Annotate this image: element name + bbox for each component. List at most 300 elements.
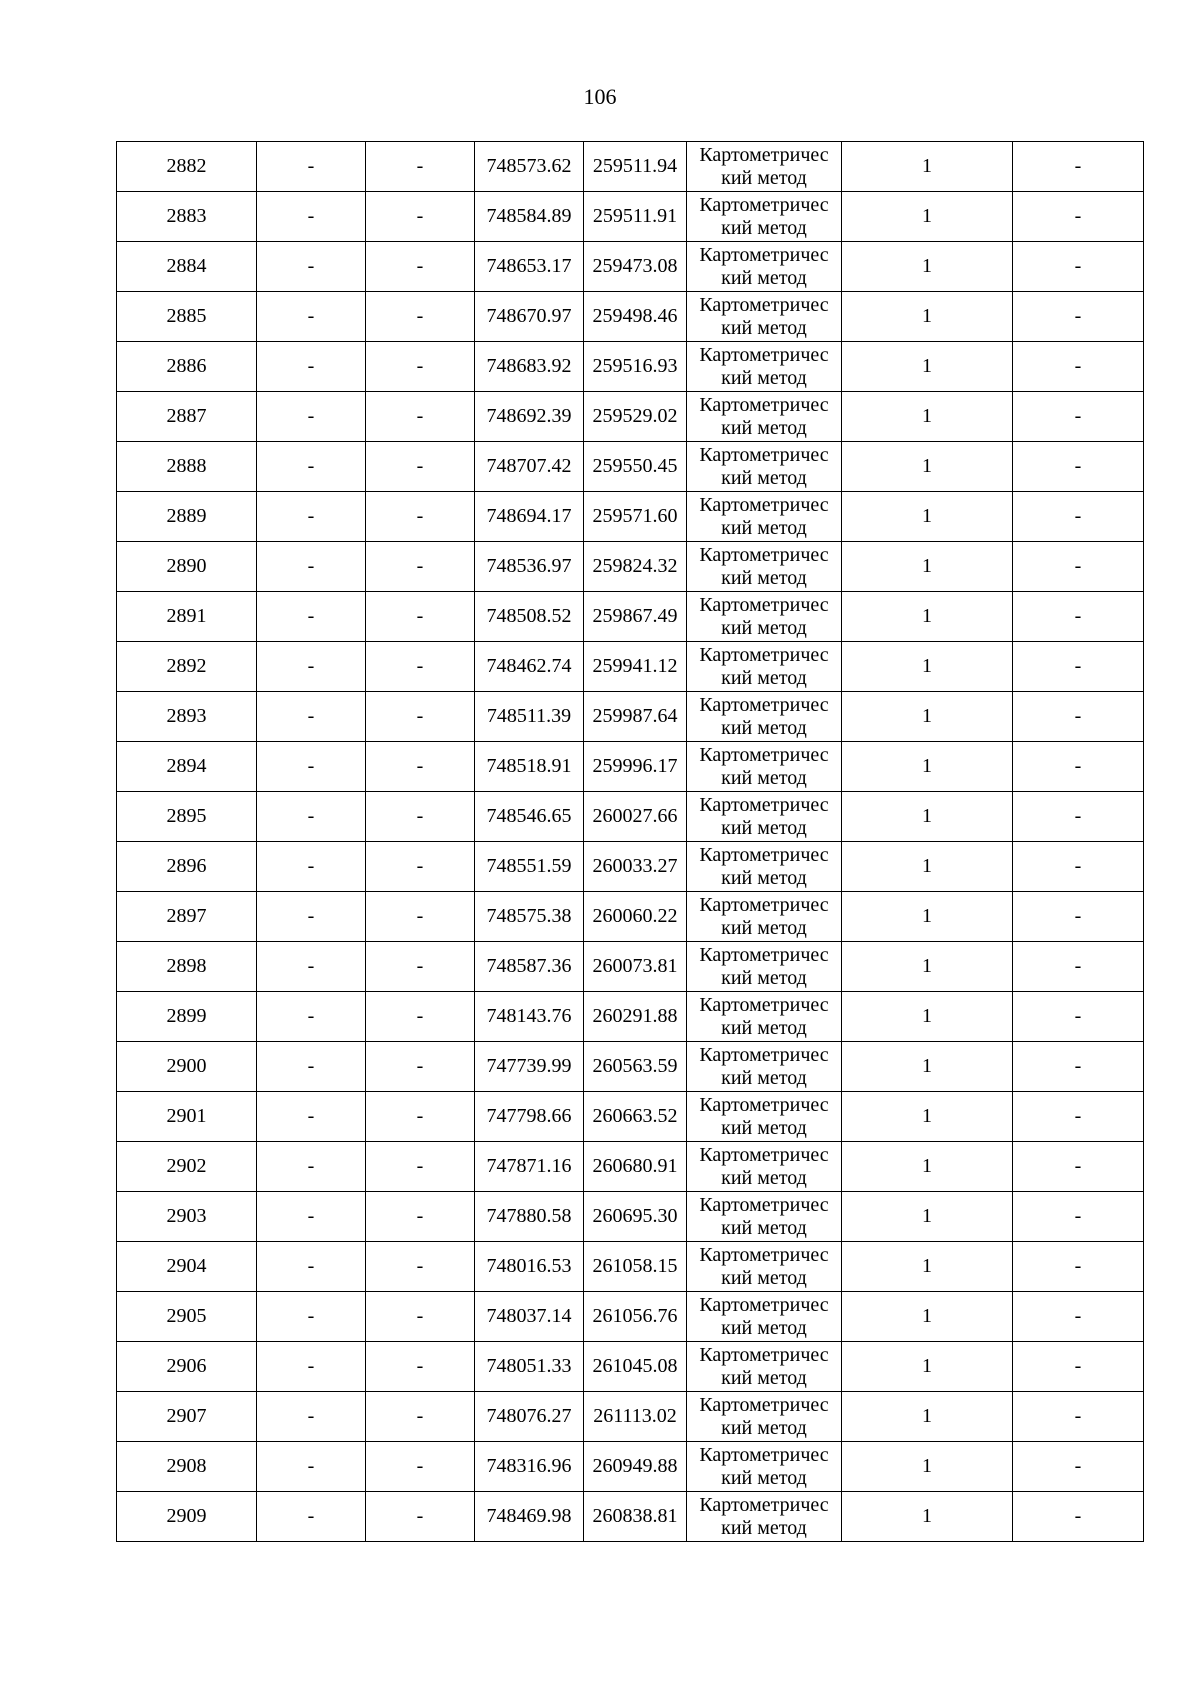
method-cell xyxy=(687,1492,842,1542)
method-cell xyxy=(687,942,842,992)
method-cell xyxy=(687,842,842,892)
table-row xyxy=(117,1442,1144,1492)
method-text-line-1: Картометричес xyxy=(699,443,829,466)
table-row xyxy=(117,1192,1144,1242)
table-row xyxy=(117,892,1144,942)
x-coordinate-cell: 748551.59 xyxy=(475,842,584,892)
x-coordinate-cell: 748584.89 xyxy=(475,192,584,242)
point-number-cell: 2896 xyxy=(117,842,257,892)
note-cell: - xyxy=(1013,242,1144,292)
accuracy-cell: 1 xyxy=(842,542,1013,592)
empty-cell-a: - xyxy=(257,592,366,642)
method-text-line-1: Картометричес xyxy=(699,1243,829,1266)
point-number-cell: 2908 xyxy=(117,1442,257,1492)
y-coordinate-cell: 260563.59 xyxy=(584,1042,687,1092)
page-number: 106 xyxy=(583,84,617,109)
accuracy-cell: 1 xyxy=(842,192,1013,242)
empty-cell-a: - xyxy=(257,542,366,592)
note-cell: - xyxy=(1013,142,1144,192)
x-coordinate-cell: 747798.66 xyxy=(475,1092,584,1142)
empty-cell-a: - xyxy=(257,742,366,792)
method-text-line-2: кий метод xyxy=(721,266,807,289)
empty-cell-b: - xyxy=(366,742,475,792)
empty-cell-a: - xyxy=(257,392,366,442)
method-cell xyxy=(687,1092,842,1142)
method-text-line-1: Картометричес xyxy=(699,793,829,816)
y-coordinate-cell: 260073.81 xyxy=(584,942,687,992)
empty-cell-a: - xyxy=(257,942,366,992)
note-cell: - xyxy=(1013,1142,1144,1192)
method-text-line-1: Картометричес xyxy=(699,843,829,866)
method-text-line-2: кий метод xyxy=(721,666,807,689)
table-row xyxy=(117,1342,1144,1392)
empty-cell-a: - xyxy=(257,192,366,242)
empty-cell-a: - xyxy=(257,692,366,742)
note-cell: - xyxy=(1013,392,1144,442)
table-row xyxy=(117,442,1144,492)
method-text-line-2: кий метод xyxy=(721,966,807,989)
method-text-line-2: кий метод xyxy=(721,816,807,839)
x-coordinate-cell: 748692.39 xyxy=(475,392,584,442)
accuracy-cell: 1 xyxy=(842,1042,1013,1092)
method-text-line-2: кий метод xyxy=(721,516,807,539)
empty-cell-b: - xyxy=(366,242,475,292)
y-coordinate-cell: 259498.46 xyxy=(584,292,687,342)
method-text-line-1: Картометричес xyxy=(699,143,829,166)
empty-cell-a: - xyxy=(257,1142,366,1192)
empty-cell-a: - xyxy=(257,1292,366,1342)
empty-cell-b: - xyxy=(366,792,475,842)
note-cell: - xyxy=(1013,992,1144,1042)
y-coordinate-cell: 259511.91 xyxy=(584,192,687,242)
method-text-line-2: кий метод xyxy=(721,1466,807,1489)
x-coordinate-cell: 747739.99 xyxy=(475,1042,584,1092)
y-coordinate-cell: 259824.32 xyxy=(584,542,687,592)
x-coordinate-cell: 748143.76 xyxy=(475,992,584,1042)
table-row xyxy=(117,342,1144,392)
y-coordinate-cell: 259511.94 xyxy=(584,142,687,192)
x-coordinate-cell: 748536.97 xyxy=(475,542,584,592)
method-text-line-2: кий метод xyxy=(721,916,807,939)
method-cell xyxy=(687,692,842,742)
table-row xyxy=(117,642,1144,692)
table-row xyxy=(117,542,1144,592)
accuracy-cell: 1 xyxy=(842,692,1013,742)
point-number-cell: 2902 xyxy=(117,1142,257,1192)
empty-cell-b: - xyxy=(366,292,475,342)
method-text-line-2: кий метод xyxy=(721,1516,807,1539)
empty-cell-b: - xyxy=(366,1142,475,1192)
table-row xyxy=(117,292,1144,342)
accuracy-cell: 1 xyxy=(842,642,1013,692)
method-text-line-2: кий метод xyxy=(721,566,807,589)
accuracy-cell: 1 xyxy=(842,1142,1013,1192)
x-coordinate-cell: 748694.17 xyxy=(475,492,584,542)
method-text-line-2: кий метод xyxy=(721,1216,807,1239)
x-coordinate-cell: 747880.58 xyxy=(475,1192,584,1242)
accuracy-cell: 1 xyxy=(842,1342,1013,1392)
table-row xyxy=(117,592,1144,642)
x-coordinate-cell: 748707.42 xyxy=(475,442,584,492)
method-text-line-2: кий метод xyxy=(721,1116,807,1139)
accuracy-cell: 1 xyxy=(842,142,1013,192)
empty-cell-a: - xyxy=(257,992,366,1042)
method-text-line-1: Картометричес xyxy=(699,943,829,966)
x-coordinate-cell: 748575.38 xyxy=(475,892,584,942)
method-text-line-2: кий метод xyxy=(721,1016,807,1039)
method-cell xyxy=(687,442,842,492)
method-text-line-1: Картометричес xyxy=(699,293,829,316)
y-coordinate-cell: 259529.02 xyxy=(584,392,687,442)
accuracy-cell: 1 xyxy=(842,492,1013,542)
method-text-line-1: Картометричес xyxy=(699,1143,829,1166)
table-row xyxy=(117,492,1144,542)
point-number-cell: 2892 xyxy=(117,642,257,692)
method-cell xyxy=(687,1142,842,1192)
y-coordinate-cell: 260060.22 xyxy=(584,892,687,942)
method-cell xyxy=(687,242,842,292)
y-coordinate-cell: 260033.27 xyxy=(584,842,687,892)
note-cell: - xyxy=(1013,592,1144,642)
empty-cell-b: - xyxy=(366,642,475,692)
accuracy-cell: 1 xyxy=(842,842,1013,892)
method-text-line-1: Картометричес xyxy=(699,693,829,716)
method-text-line-2: кий метод xyxy=(721,1316,807,1339)
accuracy-cell: 1 xyxy=(842,1442,1013,1492)
method-text-line-1: Картометричес xyxy=(699,1043,829,1066)
note-cell: - xyxy=(1013,1442,1144,1492)
point-number-cell: 2894 xyxy=(117,742,257,792)
table-row xyxy=(117,1042,1144,1092)
empty-cell-b: - xyxy=(366,192,475,242)
method-text-line-2: кий метод xyxy=(721,316,807,339)
table-row xyxy=(117,1092,1144,1142)
method-cell xyxy=(687,392,842,442)
method-cell xyxy=(687,292,842,342)
table-row xyxy=(117,942,1144,992)
table-row xyxy=(117,1142,1144,1192)
x-coordinate-cell: 748587.36 xyxy=(475,942,584,992)
point-number-cell: 2906 xyxy=(117,1342,257,1392)
empty-cell-a: - xyxy=(257,642,366,692)
x-coordinate-cell: 748518.91 xyxy=(475,742,584,792)
empty-cell-a: - xyxy=(257,1192,366,1242)
method-cell xyxy=(687,1442,842,1492)
method-cell xyxy=(687,1042,842,1092)
empty-cell-b: - xyxy=(366,892,475,942)
note-cell: - xyxy=(1013,292,1144,342)
point-number-cell: 2904 xyxy=(117,1242,257,1292)
empty-cell-a: - xyxy=(257,292,366,342)
method-text-line-1: Картометричес xyxy=(699,643,829,666)
note-cell: - xyxy=(1013,1292,1144,1342)
accuracy-cell: 1 xyxy=(842,892,1013,942)
method-cell xyxy=(687,742,842,792)
note-cell: - xyxy=(1013,1492,1144,1542)
point-number-cell: 2887 xyxy=(117,392,257,442)
table-row xyxy=(117,392,1144,442)
y-coordinate-cell: 260027.66 xyxy=(584,792,687,842)
point-number-cell: 2893 xyxy=(117,692,257,742)
y-coordinate-cell: 261058.15 xyxy=(584,1242,687,1292)
table-row xyxy=(117,692,1144,742)
method-text-line-1: Картометричес xyxy=(699,343,829,366)
note-cell: - xyxy=(1013,192,1144,242)
empty-cell-a: - xyxy=(257,142,366,192)
method-text-line-2: кий метод xyxy=(721,166,807,189)
method-text-line-2: кий метод xyxy=(721,216,807,239)
x-coordinate-cell: 748076.27 xyxy=(475,1392,584,1442)
empty-cell-a: - xyxy=(257,242,366,292)
method-text-line-1: Картометричес xyxy=(699,493,829,516)
method-text-line-1: Картометричес xyxy=(699,743,829,766)
y-coordinate-cell: 259571.60 xyxy=(584,492,687,542)
empty-cell-a: - xyxy=(257,792,366,842)
empty-cell-a: - xyxy=(257,342,366,392)
accuracy-cell: 1 xyxy=(842,592,1013,642)
method-text-line-2: кий метод xyxy=(721,466,807,489)
point-number-cell: 2903 xyxy=(117,1192,257,1242)
y-coordinate-cell: 260838.81 xyxy=(584,1492,687,1542)
method-cell xyxy=(687,642,842,692)
note-cell: - xyxy=(1013,692,1144,742)
empty-cell-b: - xyxy=(366,1092,475,1142)
point-number-cell: 2890 xyxy=(117,542,257,592)
method-cell xyxy=(687,542,842,592)
empty-cell-b: - xyxy=(366,492,475,542)
empty-cell-b: - xyxy=(366,1342,475,1392)
empty-cell-b: - xyxy=(366,392,475,442)
method-text-line-1: Картометричес xyxy=(699,393,829,416)
note-cell: - xyxy=(1013,342,1144,392)
method-text-line-1: Картометричес xyxy=(699,543,829,566)
accuracy-cell: 1 xyxy=(842,242,1013,292)
empty-cell-b: - xyxy=(366,1292,475,1342)
y-coordinate-cell: 260291.88 xyxy=(584,992,687,1042)
note-cell: - xyxy=(1013,1392,1144,1442)
empty-cell-a: - xyxy=(257,492,366,542)
empty-cell-a: - xyxy=(257,842,366,892)
point-number-cell: 2899 xyxy=(117,992,257,1042)
empty-cell-b: - xyxy=(366,542,475,592)
table-row xyxy=(117,992,1144,1042)
point-number-cell: 2897 xyxy=(117,892,257,942)
point-number-cell: 2883 xyxy=(117,192,257,242)
note-cell: - xyxy=(1013,492,1144,542)
method-text-line-1: Картометричес xyxy=(699,1343,829,1366)
note-cell: - xyxy=(1013,1192,1144,1242)
empty-cell-b: - xyxy=(366,692,475,742)
accuracy-cell: 1 xyxy=(842,1242,1013,1292)
accuracy-cell: 1 xyxy=(842,292,1013,342)
empty-cell-b: - xyxy=(366,592,475,642)
coordinates-table xyxy=(116,141,1144,1542)
method-cell xyxy=(687,142,842,192)
note-cell: - xyxy=(1013,742,1144,792)
accuracy-cell: 1 xyxy=(842,792,1013,842)
x-coordinate-cell: 748511.39 xyxy=(475,692,584,742)
point-number-cell: 2907 xyxy=(117,1392,257,1442)
table-row xyxy=(117,242,1144,292)
y-coordinate-cell: 259987.64 xyxy=(584,692,687,742)
x-coordinate-cell: 748016.53 xyxy=(475,1242,584,1292)
method-text-line-2: кий метод xyxy=(721,1416,807,1439)
point-number-cell: 2900 xyxy=(117,1042,257,1092)
x-coordinate-cell: 748462.74 xyxy=(475,642,584,692)
x-coordinate-cell: 748316.96 xyxy=(475,1442,584,1492)
table-row xyxy=(117,1242,1144,1292)
y-coordinate-cell: 259996.17 xyxy=(584,742,687,792)
empty-cell-a: - xyxy=(257,1092,366,1142)
point-number-cell: 2882 xyxy=(117,142,257,192)
x-coordinate-cell: 747871.16 xyxy=(475,1142,584,1192)
empty-cell-b: - xyxy=(366,1242,475,1292)
method-text-line-1: Картометричес xyxy=(699,1443,829,1466)
method-cell xyxy=(687,1292,842,1342)
point-number-cell: 2888 xyxy=(117,442,257,492)
point-number-cell: 2895 xyxy=(117,792,257,842)
accuracy-cell: 1 xyxy=(842,342,1013,392)
empty-cell-a: - xyxy=(257,1042,366,1092)
note-cell: - xyxy=(1013,1092,1144,1142)
method-text-line-1: Картометричес xyxy=(699,893,829,916)
point-number-cell: 2884 xyxy=(117,242,257,292)
empty-cell-b: - xyxy=(366,1392,475,1442)
method-cell xyxy=(687,342,842,392)
x-coordinate-cell: 748653.17 xyxy=(475,242,584,292)
x-coordinate-cell: 748573.62 xyxy=(475,142,584,192)
method-text-line-2: кий метод xyxy=(721,1066,807,1089)
y-coordinate-cell: 259941.12 xyxy=(584,642,687,692)
method-text-line-1: Картометричес xyxy=(699,1093,829,1116)
note-cell: - xyxy=(1013,542,1144,592)
method-text-line-1: Картометричес xyxy=(699,243,829,266)
method-text-line-2: кий метод xyxy=(721,1166,807,1189)
table-row xyxy=(117,192,1144,242)
note-cell: - xyxy=(1013,1242,1144,1292)
method-cell xyxy=(687,992,842,1042)
method-text-line-2: кий метод xyxy=(721,366,807,389)
x-coordinate-cell: 748037.14 xyxy=(475,1292,584,1342)
method-text-line-2: кий метод xyxy=(721,716,807,739)
method-text-line-1: Картометричес xyxy=(699,1293,829,1316)
method-text-line-1: Картометричес xyxy=(699,1193,829,1216)
y-coordinate-cell: 260680.91 xyxy=(584,1142,687,1192)
y-coordinate-cell: 261045.08 xyxy=(584,1342,687,1392)
method-cell xyxy=(687,892,842,942)
empty-cell-b: - xyxy=(366,992,475,1042)
y-coordinate-cell: 259473.08 xyxy=(584,242,687,292)
x-coordinate-cell: 748469.98 xyxy=(475,1492,584,1542)
note-cell: - xyxy=(1013,792,1144,842)
y-coordinate-cell: 260949.88 xyxy=(584,1442,687,1492)
method-cell xyxy=(687,192,842,242)
empty-cell-a: - xyxy=(257,1492,366,1542)
table-row xyxy=(117,1292,1144,1342)
accuracy-cell: 1 xyxy=(842,1292,1013,1342)
method-cell xyxy=(687,1242,842,1292)
empty-cell-b: - xyxy=(366,1442,475,1492)
y-coordinate-cell: 259550.45 xyxy=(584,442,687,492)
accuracy-cell: 1 xyxy=(842,1092,1013,1142)
empty-cell-b: - xyxy=(366,842,475,892)
y-coordinate-cell: 261113.02 xyxy=(584,1392,687,1442)
accuracy-cell: 1 xyxy=(842,392,1013,442)
point-number-cell: 2891 xyxy=(117,592,257,642)
note-cell: - xyxy=(1013,942,1144,992)
method-text-line-2: кий метод xyxy=(721,616,807,639)
empty-cell-b: - xyxy=(366,142,475,192)
x-coordinate-cell: 748546.65 xyxy=(475,792,584,842)
empty-cell-b: - xyxy=(366,1492,475,1542)
method-text-line-1: Картометричес xyxy=(699,993,829,1016)
y-coordinate-cell: 259516.93 xyxy=(584,342,687,392)
point-number-cell: 2905 xyxy=(117,1292,257,1342)
point-number-cell: 2889 xyxy=(117,492,257,542)
x-coordinate-cell: 748051.33 xyxy=(475,1342,584,1392)
empty-cell-b: - xyxy=(366,1192,475,1242)
y-coordinate-cell: 260695.30 xyxy=(584,1192,687,1242)
table-body xyxy=(117,142,1144,1542)
empty-cell-a: - xyxy=(257,1392,366,1442)
accuracy-cell: 1 xyxy=(842,742,1013,792)
empty-cell-b: - xyxy=(366,1042,475,1092)
method-text-line-2: кий метод xyxy=(721,1266,807,1289)
method-text-line-1: Картометричес xyxy=(699,1493,829,1516)
empty-cell-a: - xyxy=(257,1342,366,1392)
y-coordinate-cell: 259867.49 xyxy=(584,592,687,642)
method-text-line-2: кий метод xyxy=(721,1366,807,1389)
point-number-cell: 2898 xyxy=(117,942,257,992)
note-cell: - xyxy=(1013,892,1144,942)
empty-cell-a: - xyxy=(257,1442,366,1492)
point-number-cell: 2886 xyxy=(117,342,257,392)
y-coordinate-cell: 260663.52 xyxy=(584,1092,687,1142)
accuracy-cell: 1 xyxy=(842,442,1013,492)
method-cell xyxy=(687,492,842,542)
table-row xyxy=(117,842,1144,892)
y-coordinate-cell: 261056.76 xyxy=(584,1292,687,1342)
empty-cell-a: - xyxy=(257,892,366,942)
method-text-line-1: Картометричес xyxy=(699,193,829,216)
accuracy-cell: 1 xyxy=(842,992,1013,1042)
note-cell: - xyxy=(1013,1342,1144,1392)
accuracy-cell: 1 xyxy=(842,1192,1013,1242)
empty-cell-a: - xyxy=(257,1242,366,1292)
note-cell: - xyxy=(1013,642,1144,692)
table-row xyxy=(117,1492,1144,1542)
empty-cell-b: - xyxy=(366,942,475,992)
x-coordinate-cell: 748670.97 xyxy=(475,292,584,342)
empty-cell-b: - xyxy=(366,342,475,392)
method-text-line-2: кий метод xyxy=(721,416,807,439)
accuracy-cell: 1 xyxy=(842,1392,1013,1442)
x-coordinate-cell: 748508.52 xyxy=(475,592,584,642)
note-cell: - xyxy=(1013,1042,1144,1092)
table-row xyxy=(117,1392,1144,1442)
method-cell xyxy=(687,1342,842,1392)
note-cell: - xyxy=(1013,842,1144,892)
x-coordinate-cell: 748683.92 xyxy=(475,342,584,392)
empty-cell-a: - xyxy=(257,442,366,492)
table-row xyxy=(117,142,1144,192)
point-number-cell: 2885 xyxy=(117,292,257,342)
method-text-line-1: Картометричес xyxy=(699,1393,829,1416)
note-cell: - xyxy=(1013,442,1144,492)
method-text-line-2: кий метод xyxy=(721,766,807,789)
empty-cell-b: - xyxy=(366,442,475,492)
method-text-line-2: кий метод xyxy=(721,866,807,889)
